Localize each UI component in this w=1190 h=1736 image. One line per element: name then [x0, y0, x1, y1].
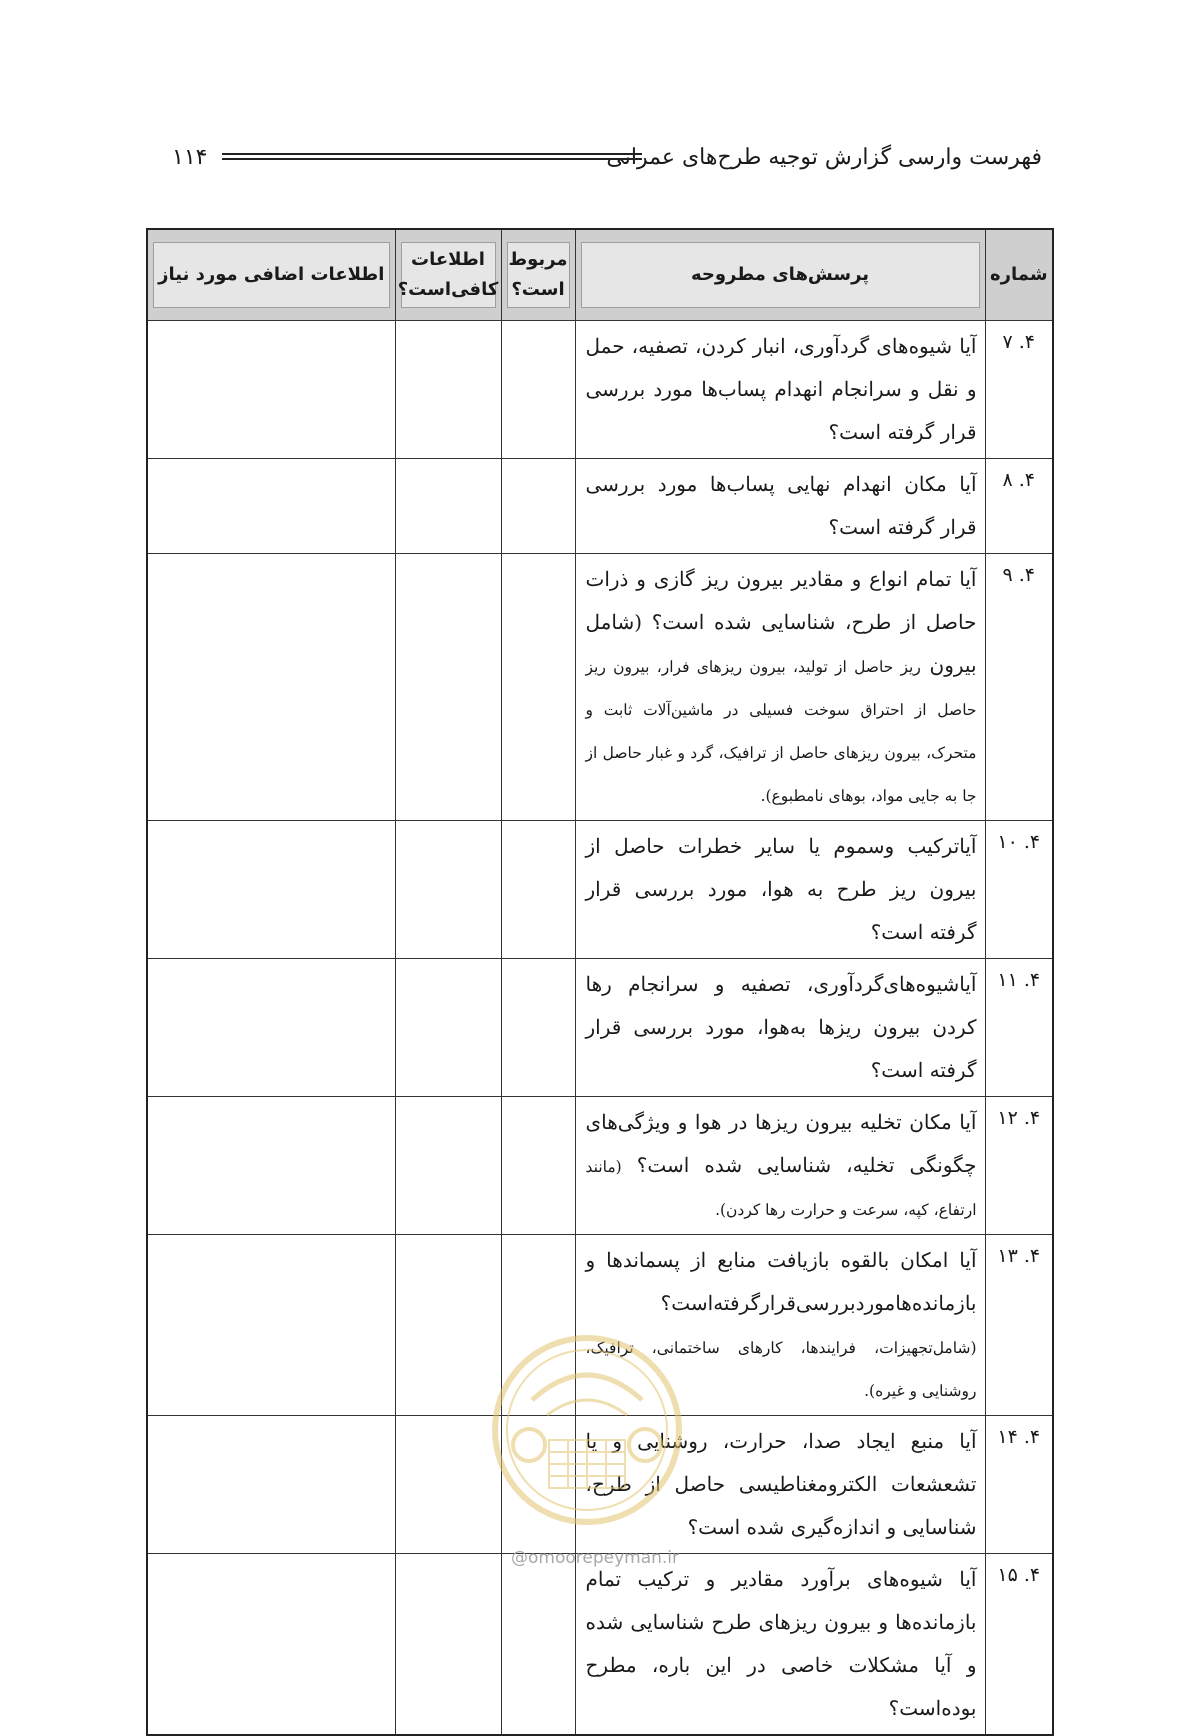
question-text: آیا شیوه‌های گردآوری، انبار کردن، تصفیه، حمل و نقل و سرانجام انهدام پساب‌ها مورد بررسی قرار گرفته است؟ [585, 334, 977, 444]
row-number: ۴. ۷ [985, 321, 1053, 459]
sufficient-cell[interactable] [395, 1235, 501, 1416]
row-question [575, 554, 985, 821]
additional-info-cell[interactable] [147, 1416, 395, 1554]
row-number: ۴. ۸ [985, 459, 1053, 554]
page-number: ۱۱۴ [172, 145, 208, 170]
table-row [147, 554, 1053, 821]
sufficient-cell[interactable] [395, 1097, 501, 1235]
row-number: ۴. ۱۳ [985, 1235, 1053, 1416]
row-question [575, 459, 985, 554]
header-number: شماره [985, 229, 1053, 321]
additional-info-cell[interactable] [147, 1554, 395, 1736]
sufficient-cell[interactable] [395, 1416, 501, 1554]
header-question: پرسش‌های مطروحه [575, 229, 985, 321]
row-question [575, 321, 985, 459]
additional-info-cell[interactable] [147, 959, 395, 1097]
header-sufficient [395, 229, 501, 321]
additional-info-cell[interactable] [147, 459, 395, 554]
seal-watermark-icon [487, 1330, 687, 1530]
row-question [575, 1554, 985, 1736]
relevant-cell[interactable] [501, 1554, 575, 1736]
page-header [172, 140, 1042, 180]
sufficient-cell[interactable] [395, 321, 501, 459]
question-text: آیا تمام انواع و مقادیر بیرون ریز گازی و ذرات حاصل از طرح، شناسایی شده است؟ (شامل بیرون [585, 567, 977, 677]
additional-info-cell[interactable] [147, 821, 395, 959]
row-question [575, 959, 985, 1097]
relevant-cell[interactable] [501, 1097, 575, 1235]
header-rule [222, 153, 642, 160]
sufficient-cell[interactable] [395, 459, 501, 554]
header-sufficient-line2: کافی‌است؟ [397, 279, 499, 300]
watermark-url: @omoorepeyman.ir [510, 1548, 680, 1568]
table-row [147, 459, 1053, 554]
row-number: ۴. ۱۰ [985, 821, 1053, 959]
header-relevant-line1: مربوط [508, 249, 568, 270]
relevant-cell[interactable] [501, 959, 575, 1097]
row-number: ۴. ۹ [985, 554, 1053, 821]
sufficient-cell[interactable] [395, 959, 501, 1097]
table-row [147, 959, 1053, 1097]
question-note: (شامل‌تجهیزات، فرایندها، کارهای ساختمانی، ترافیک، روشنایی و غیره). [585, 1339, 977, 1400]
header-additional: اطلاعات اضافی مورد نیاز [147, 229, 395, 321]
sufficient-cell[interactable] [395, 821, 501, 959]
additional-info-cell[interactable] [147, 321, 395, 459]
header-row [147, 229, 1053, 321]
row-number: ۴. ۱۲ [985, 1097, 1053, 1235]
table-row [147, 1554, 1053, 1736]
row-number: ۴. ۱۴ [985, 1416, 1053, 1554]
sufficient-cell[interactable] [395, 1554, 501, 1736]
row-question [575, 821, 985, 959]
question-text: آیا منبع ایجاد صدا، حرارت، روشنایی و یا تشعشعات الکترومغناطیسی حاصل از طرح، شناسایی و اندازه‌گیری شده است؟ [585, 1429, 977, 1539]
row-number: ۴. ۱۱ [985, 959, 1053, 1097]
question-note: (مانند ارتفاع، کپه، سرعت و حرارت رها کردن). [585, 1158, 977, 1219]
table-row [147, 321, 1053, 459]
running-title: فهرست وارسی گزارش توجیه طرح‌های عمرانی [606, 145, 1042, 170]
table-row [147, 1097, 1053, 1235]
sufficient-cell[interactable] [395, 554, 501, 821]
additional-info-cell[interactable] [147, 1235, 395, 1416]
header-sufficient-line1: اطلاعات [411, 249, 485, 270]
header-relevant [501, 229, 575, 321]
relevant-cell[interactable] [501, 459, 575, 554]
additional-info-cell[interactable] [147, 1097, 395, 1235]
relevant-cell[interactable] [501, 321, 575, 459]
question-text: آیاشیوه‌های‌گردآوری، تصفیه و سرانجام رها کردن بیرون ریزها به‌هوا، مورد بررسی قرار گرفته است؟ [585, 972, 977, 1082]
row-number: ۴. ۱۵ [985, 1554, 1053, 1736]
table-row [147, 821, 1053, 959]
question-text: آیا مکان تخلیه بیرون ریزها در هوا و ویژگی‌های چگونگی تخلیه، شناسایی شده است؟ [585, 1110, 977, 1177]
question-text: آیا امکان بالقوه بازیافت منابع از پسماندها و بازمانده‌هاموردبررسی‌قرارگرفته‌است؟ [585, 1248, 977, 1315]
question-text: آیا مکان انهدام نهایی پساب‌ها مورد بررسی قرار گرفته است؟ [585, 472, 977, 539]
additional-info-cell[interactable] [147, 554, 395, 821]
relevant-cell[interactable] [501, 821, 575, 959]
question-text: آیاترکیب وسموم یا سایر خطرات حاصل از بیرون ریز طرح به هوا، مورد بررسی قرار گرفته است؟ [585, 834, 977, 944]
question-text: آیا شیوه‌های برآورد مقادیر و ترکیب تمام بازمانده‌ها و بیرون ریزهای طرح شناسایی شده و آیا مشکلات خاصی در این باره، مطرح بوده‌است؟ [585, 1567, 977, 1720]
question-note: ریز حاصل از تولید، بیرون ریزهای فرار، بیرون ریز حاصل از احتراق سوخت فسیلی در ماشین‌آلات ثابت و متحرک، بیرون ریزهای حاصل از ترافیک، گرد و غبار حاصل از جا به جایی مواد، بوهای نامطبوع). [585, 658, 977, 805]
header-relevant-line2: است؟ [511, 279, 565, 300]
row-question [575, 1097, 985, 1235]
relevant-cell[interactable] [501, 554, 575, 821]
